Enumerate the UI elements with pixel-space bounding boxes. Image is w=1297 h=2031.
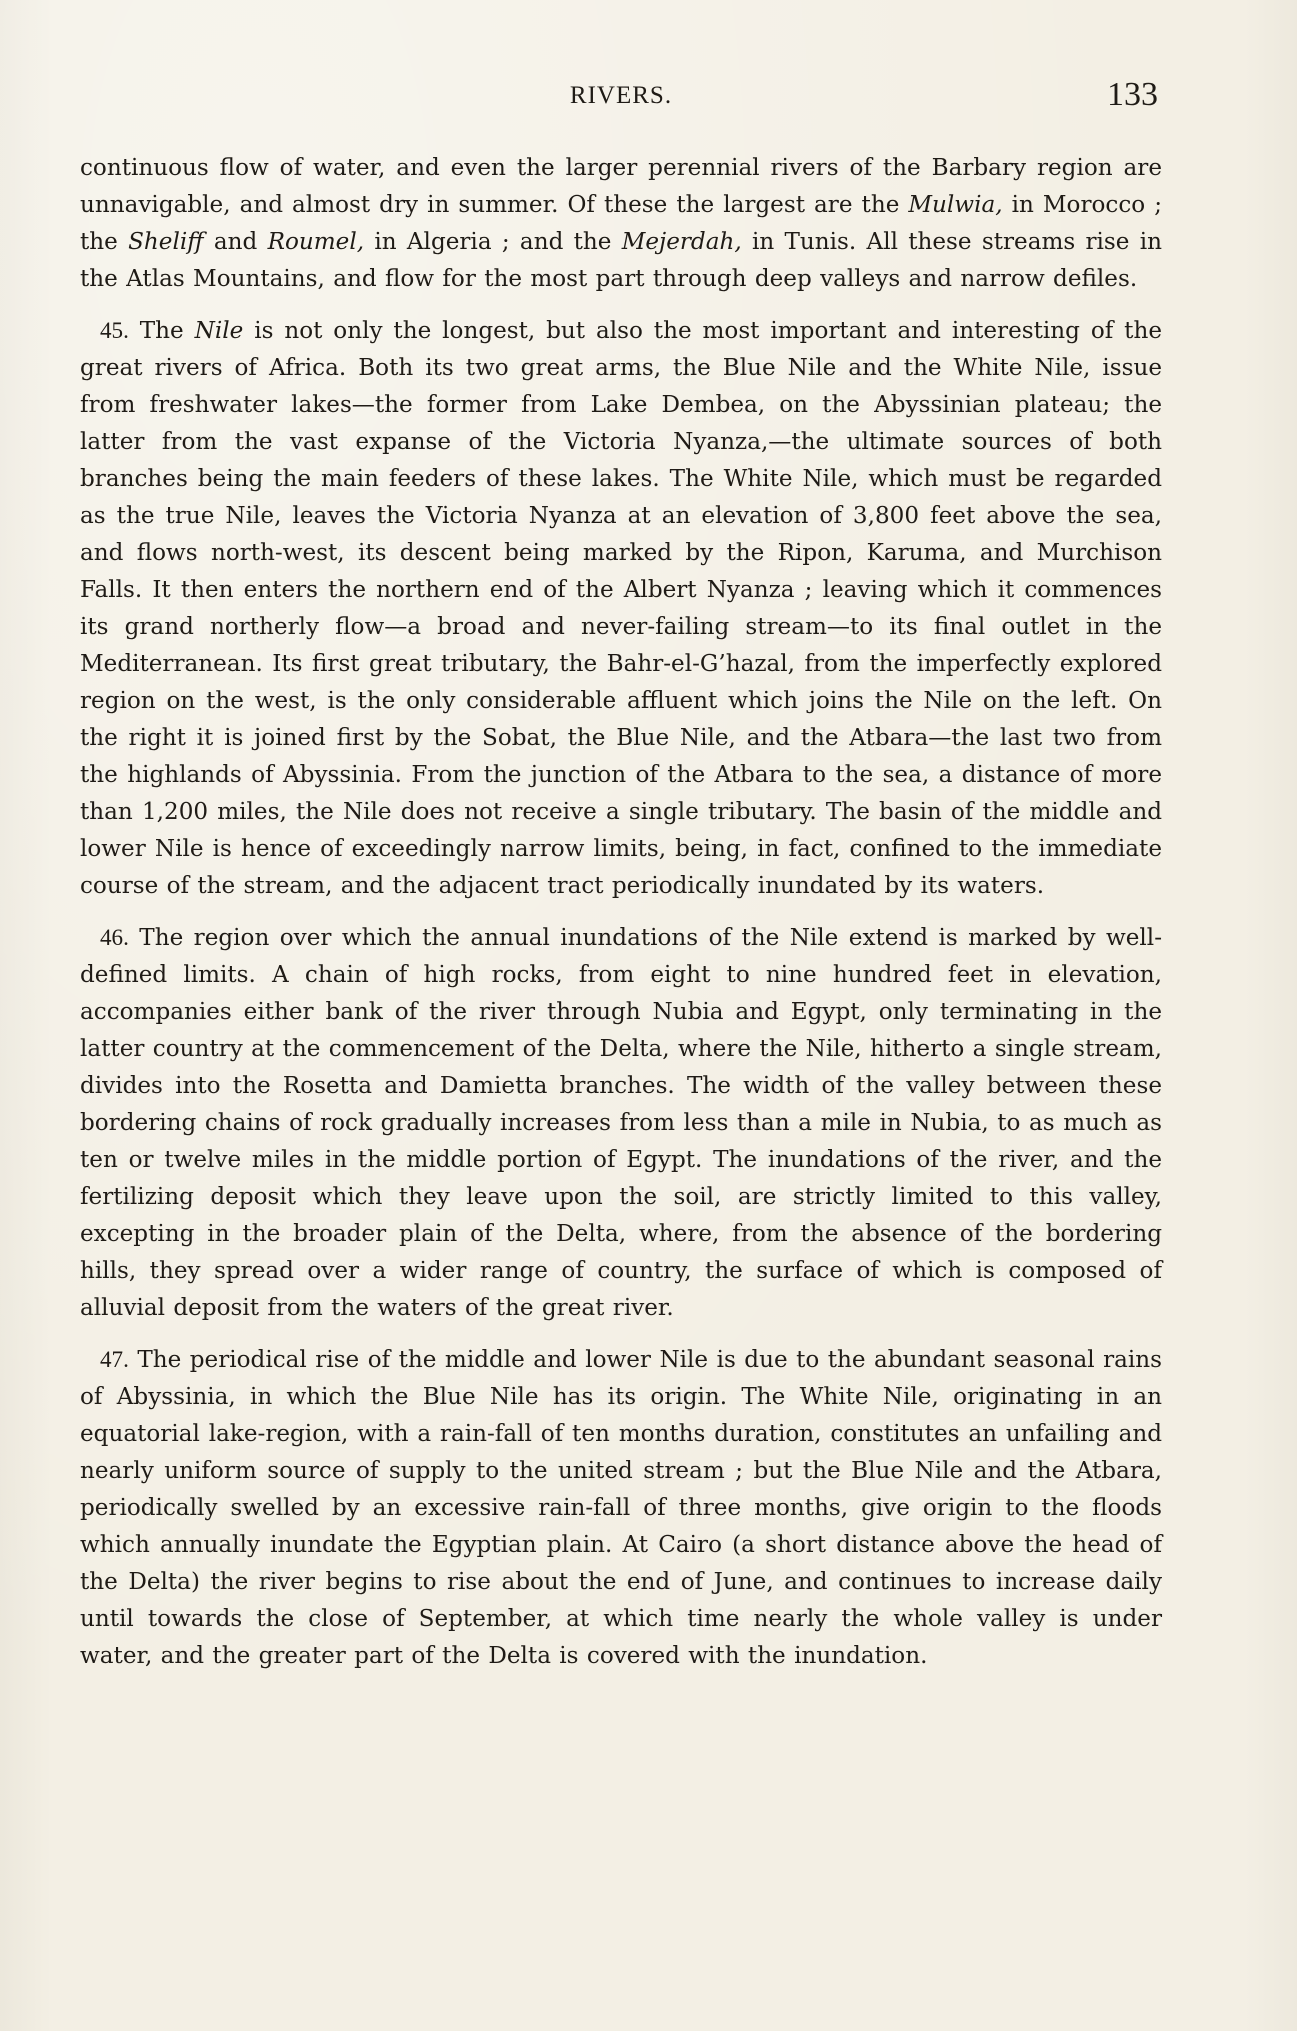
paragraph-46 [80,919,1162,1327]
paragraph-continued [80,150,1162,298]
river-name-sheliff: Sheliff [128,229,204,255]
text-run: continuous flow of water, and even the larger perennial rivers of the Barbary region are unnavigable, and almost dry in summer. Of these the largest are the [80,155,1162,218]
body-text [80,150,1162,1689]
running-head: RIVERS. [569,82,673,109]
text-run: is not only the longest, but also the most important and interesting of the great rivers of Africa. Both its two great arms, the Blue Nile and the White Nile, issue from freshwater lakes—the former from Lake Dembea, on the Abyssinian plateau; the latter from the vast expanse of the Victoria Nyanza,—the ultimate sources of both branches being the main feeders of these lakes. The White Nile, which must be regarded as the true Nile, leaves the Victoria Nyanza at an elevation of 3,800 feet above the sea, and flows north-west, its descent being marked by the Ripon, Karuma, and Murchison Falls. It then enters the northern end of the Albert Nyanza ; leaving which it commences its grand northerly flow—a broad and never-failing stream—to its final outlet in the Mediterranean. Its first great tributary, the Bahr-el-G’hazal, from the imperfectly explored region on the west, is the only considerable affluent which joins the Nile on the left. On the right it is joined first by the Sobat, the Blue Nile, and the Atbara—the last two from the highlands of Abyssinia. From the junction of the Atbara to the sea, a distance of more than 1,200 miles, the Nile does not receive a single tributary. The basin of the middle and lower Nile is hence of exceedingly narrow limits, being, in fact, confined to the immediate course of the stream, and the adjacent tract periodically inundated by its waters. [80,318,1162,899]
paragraph-45 [80,312,1162,905]
paragraph-number: 46. [100,924,129,950]
text-run: The [128,318,195,344]
river-name-roumel: Roumel, [267,229,365,255]
page-header [80,76,1162,128]
text-run: in Tunis. All these streams rise in the Atlas Mountains, and flow for the most part through deep valleys and narrow defiles. [80,229,1162,292]
river-name-mejerdah: Mejerdah, [621,229,742,255]
text-run: in Morocco ; the [80,192,1162,255]
text-run: in Algeria ; and the [364,229,622,255]
page-number: 133 [1107,76,1158,113]
river-name-nile: Nile [194,318,244,344]
text-run: and [203,229,268,255]
paragraph-number: 45. [100,317,129,343]
paragraph-text: The periodical rise of the middle and lower Nile is due to the abundant seasonal rains of Abyssinia, in which the Blue Nile has its origin. The White Nile, originating in an equatorial lake-region, with a rain-fall of ten months duration, constitutes an unfailing and nearly uniform source of supply to the united stream ; but the Blue Nile and the Atbara, periodically swelled by an excessive rain-fall of three months, give origin to the floods which annually inundate the Egyptian plain. At Cairo (a short distance above the head of the Delta) the river begins to rise about the end of June, and continues to increase daily until towards the close of September, at which time nearly the whole valley is under water, and the greater part of the Delta is covered with the inundation. [80,1347,1162,1669]
river-name-mulwia: Mulwia, [908,192,1003,218]
paragraph-text: The region over which the annual inundations of the Nile extend is marked by well-defined limits. A chain of high rocks, from eight to nine hundred feet in elevation, accompanies either bank of the river through Nubia and Egypt, only terminating in the latter country at the commencement of the Delta, where the Nile, hitherto a single stream, divides into the Rosetta and Damietta branches. The width of the valley between these bordering chains of rock gradually increases from less than a mile in Nubia, to as much as ten or twelve miles in the middle portion of Egypt. The inundations of the river, and the fertilizing deposit which they leave upon the soil, are strictly limited to this valley, excepting in the broader plain of the Delta, where, from the absence of the bordering hills, they spread over a wider range of country, the surface of which is composed of alluvial deposit from the waters of the great river. [80,925,1162,1321]
paragraph-47 [80,1341,1162,1675]
paragraph-number: 47. [100,1346,129,1372]
